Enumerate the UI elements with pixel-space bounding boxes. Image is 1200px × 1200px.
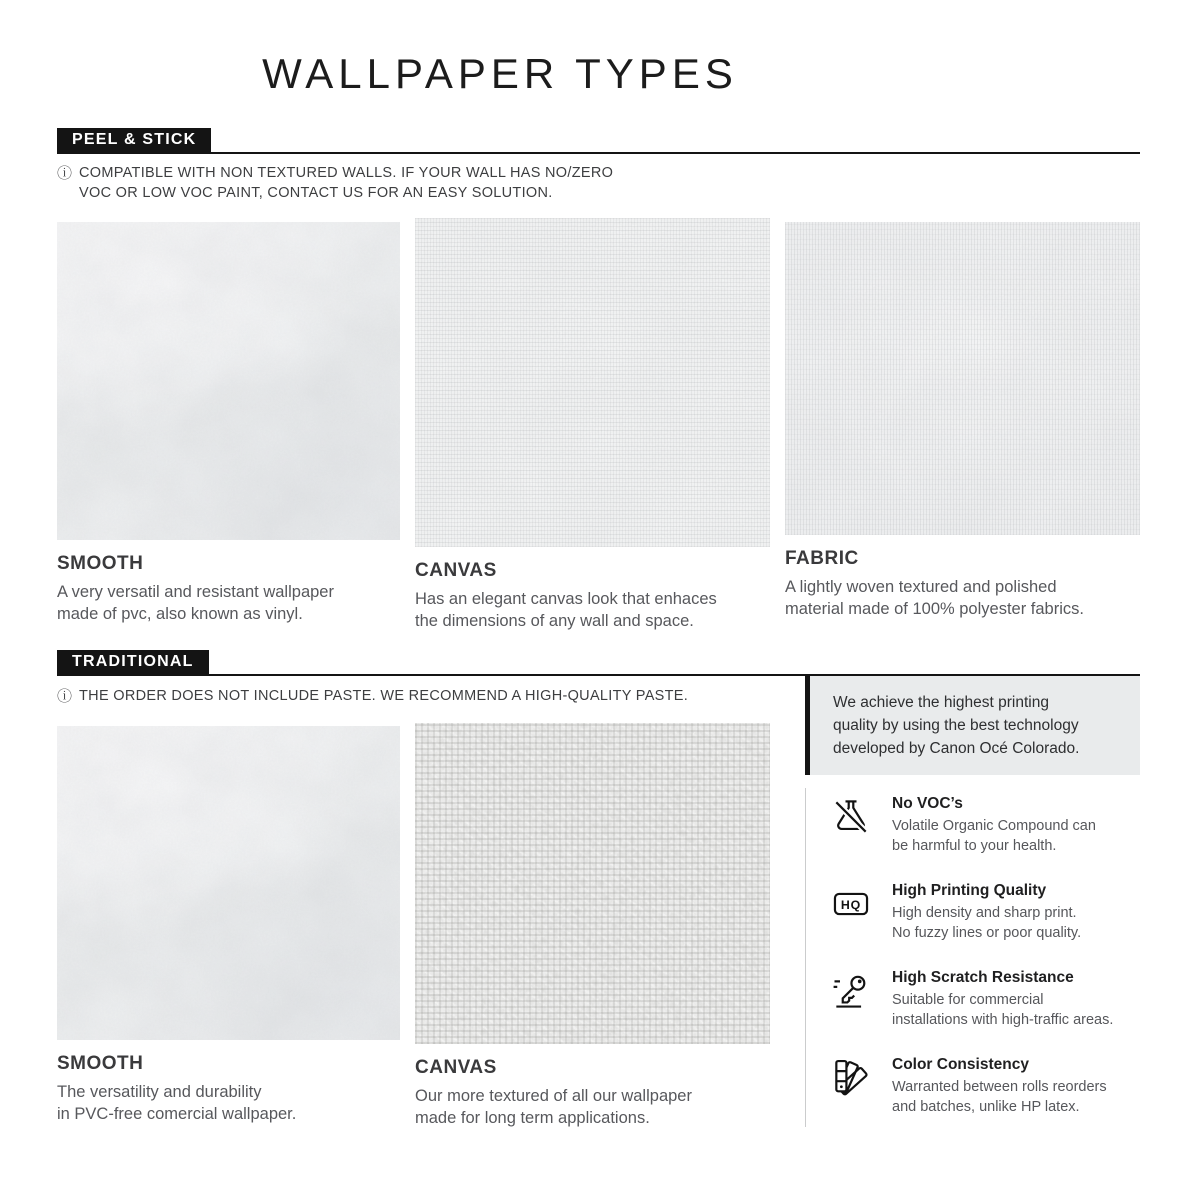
key-scratch-icon (829, 969, 873, 1013)
feature-title: Color Consistency (892, 1056, 1029, 1073)
coarse-burlap-texture-swatch (415, 723, 770, 1044)
feature-list (805, 788, 1140, 1127)
swatch-description-line: made of pvc, also known as vinyl. (57, 605, 303, 623)
note-line: VOC OR LOW VOC PAINT, CONTACT US FOR AN EASY SOLUTION. (79, 185, 553, 201)
swatch-card-smooth-traditional (57, 726, 400, 1129)
swatch-description-line: the dimensions of any wall and space. (415, 612, 694, 630)
swatch-card-smooth-peel (57, 222, 400, 632)
section-bar-traditional (57, 650, 1140, 676)
color-swatchbook-icon (829, 1056, 873, 1100)
note-traditional (57, 686, 688, 706)
section-label-peel-stick: PEEL & STICK (57, 128, 211, 152)
swatch-label: FABRIC (785, 548, 859, 569)
section-bar-peel-stick (57, 128, 1140, 154)
page-title: WALLPAPER TYPES (262, 50, 738, 97)
feature-description-line: Volatile Organic Compound can (892, 818, 1096, 834)
feature-no-vocs (829, 794, 1140, 856)
feature-color-consistency (829, 1055, 1140, 1117)
swatch-card-fabric-peel (785, 222, 1140, 632)
swatch-description-line: Our more textured of all our wallpaper (415, 1087, 692, 1105)
feature-high-scratch-resistance (829, 968, 1140, 1030)
feature-high-printing-quality (829, 881, 1140, 943)
swatch-label: SMOOTH (57, 553, 144, 574)
woven-fabric-texture-swatch (785, 222, 1140, 535)
hq-badge-icon (829, 882, 873, 926)
swatch-label: SMOOTH (57, 1053, 144, 1074)
fine-canvas-texture-swatch (415, 218, 770, 547)
swatch-description-line: A very versatil and resistant wallpaper (57, 583, 334, 601)
swatch-card-canvas-traditional (415, 726, 770, 1129)
feature-description-line: Suitable for commercial (892, 992, 1044, 1008)
swatch-description-line: A lightly woven textured and polished (785, 578, 1057, 596)
swatch-label: CANVAS (415, 560, 497, 581)
feature-title: No VOC’s (892, 795, 963, 812)
quality-callout-line: quality by using the best technology (833, 717, 1079, 734)
smooth-paper-texture-swatch (57, 726, 400, 1040)
swatch-card-canvas-peel (415, 222, 770, 632)
note-line: COMPATIBLE WITH NON TEXTURED WALLS. IF YOUR WALL HAS NO/ZERO (79, 165, 614, 181)
swatch-description-line: in PVC-free comercial wallpaper. (57, 1105, 297, 1123)
note-peel-stick (57, 163, 613, 203)
feature-description-line: High density and sharp print. (892, 905, 1077, 921)
feature-description-line: Warranted between rolls reorders (892, 1079, 1107, 1095)
feature-title: High Scratch Resistance (892, 969, 1074, 986)
quality-callout-line: We achieve the highest printing (833, 694, 1049, 711)
printing-quality-aside (805, 676, 1140, 1127)
feature-description-line: No fuzzy lines or poor quality. (892, 925, 1082, 941)
swatch-description-line: made for long term applications. (415, 1109, 650, 1127)
feature-description-line: installations with high-traffic areas. (892, 1012, 1114, 1028)
note-line: THE ORDER DOES NOT INCLUDE PASTE. WE RECOMMEND A HIGH-QUALITY PASTE. (79, 688, 689, 704)
swatch-description-line: Has an elegant canvas look that enhaces (415, 590, 717, 608)
feature-title: High Printing Quality (892, 882, 1047, 899)
feature-description-line: be harmful to your health. (892, 838, 1057, 854)
feature-description-line: and batches, unlike HP latex. (892, 1099, 1080, 1115)
info-icon: ⓘ (57, 687, 73, 705)
no-voc-flask-icon (829, 795, 873, 839)
section-label-traditional: TRADITIONAL (57, 650, 209, 674)
quality-callout-line: developed by Canon Océ Colorado. (833, 740, 1080, 757)
swatch-label: CANVAS (415, 1057, 497, 1078)
quality-callout (805, 676, 1140, 775)
swatch-row-peel-stick (57, 222, 1140, 632)
swatch-description-line: The versatility and durability (57, 1083, 262, 1101)
swatch-row-traditional (57, 726, 770, 1129)
swatch-description-line: material made of 100% polyester fabrics. (785, 600, 1084, 618)
smooth-vinyl-texture-swatch (57, 222, 400, 540)
svg-text:HQ: HQ (840, 898, 862, 913)
info-icon: ⓘ (57, 164, 73, 182)
